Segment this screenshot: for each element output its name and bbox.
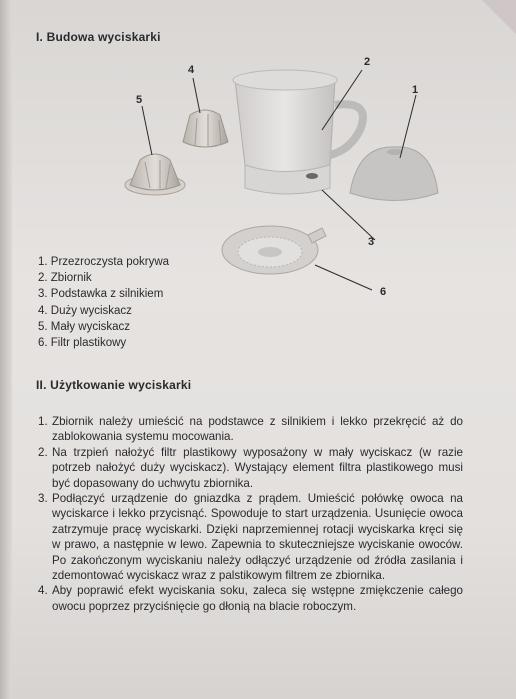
callout-2: 2: [364, 56, 371, 68]
page-corner: [482, 0, 516, 34]
usage-step: [38, 491, 463, 583]
callout-5: 5: [136, 94, 143, 106]
callout-4: 4: [188, 64, 195, 76]
step-number: 4.: [38, 584, 48, 598]
callout-3: 3: [368, 236, 375, 248]
usage-step: [38, 583, 463, 614]
parts-list-item: 3. Podstawka z silnikiem: [38, 288, 164, 301]
small-reamer-illustration: [125, 154, 185, 195]
step-text: Podłączyć urządzenie do gniazdka z prądem. Umieścić połówkę owoca na wyciskarce i lekko przycisnąć. Spowoduje to start urządzenia. Usunięcie owoca zatrzymuje pracę wyciskarki. Dzięki naprzemiennej rotacji wyciskarka kręci się w prawo, a następnie w lewo. Zapewnia to skuteczniejsze wyciskanie owoców. Po zakończonym wyciskaniu należy odłączyć urządzenie od źródła zasilania i zdemontować wyciskacz wraz z palstikowym filtrem ze zbiornika.: [52, 492, 463, 583]
step-text: Zbiornik należy umieścić na podstawce z silnikiem i lekko przekręcić aż do zablokowania systemu mocowania.: [52, 415, 463, 444]
step-text: Na trzpień nałożyć filtr plastikowy wyposażony w mały wyciskacz (w razie potrzeb nałożyć duży wyciskacz). Wystający element filtra plastikowego musi być dopasowany do uchwytu zbiornika.: [52, 445, 463, 490]
callout-6: 6: [380, 286, 387, 298]
container-jug-illustration: [233, 70, 363, 194]
usage-steps: [38, 414, 463, 614]
step-number: 1.: [38, 415, 48, 428]
parts-list-item: 1. Przezroczysta pokrywa: [38, 256, 170, 268]
step-number: 3.: [38, 492, 48, 506]
callout-1: 1: [412, 84, 419, 96]
parts-list-item: 4. Duży wyciskacz: [38, 304, 132, 317]
section-heading-usage: II. Użytkowanie wyciskarki: [36, 378, 192, 392]
parts-list-item: 6. Filtr plastikowy: [38, 337, 127, 350]
large-reamer-illustration: [183, 110, 228, 147]
parts-list-item: 5. Mały wyciskacz: [38, 320, 131, 333]
plastic-filter-illustration: [222, 226, 326, 274]
section-heading-construction: I. Budowa wyciskarki: [36, 30, 161, 44]
parts-list: [38, 254, 169, 351]
parts-list-item: 2. Zbiornik: [38, 272, 92, 285]
step-text: Aby poprawić efekt wyciskania soku, zaleca się wstępne zmiękczenie całego owocu poprzez przyciśnięcie go dłonią na blacie roboczym.: [52, 584, 463, 613]
usage-step: [38, 445, 463, 491]
usage-step: [38, 414, 463, 445]
step-number: 2.: [38, 445, 48, 459]
lid-illustration: [350, 147, 438, 201]
